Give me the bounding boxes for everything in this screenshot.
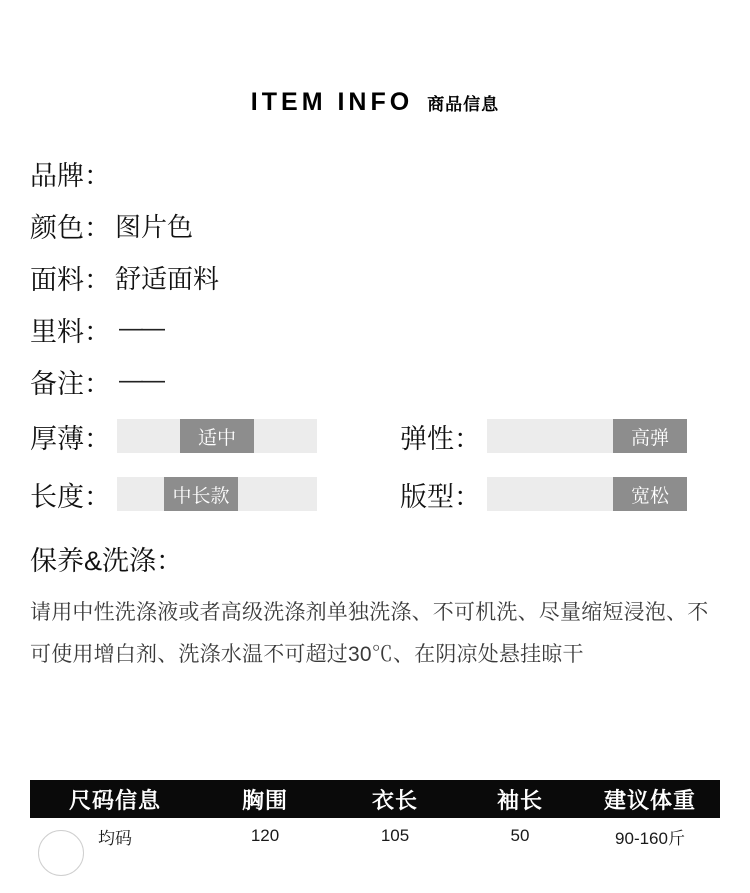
size-table-cell: 90-160斤 [615, 828, 685, 848]
size-table-header-row [30, 780, 720, 818]
size-table-cell: 50 [510, 826, 530, 845]
size-table-header-cell: 建议体重 [603, 787, 696, 813]
info-value-lining: —— [119, 315, 163, 342]
size-table-header-cell: 尺码信息 [68, 787, 161, 813]
info-row-lining [30, 303, 720, 355]
info-row-brand [30, 147, 720, 199]
title-chinese: 商品信息 [427, 95, 500, 114]
attribute-fit [400, 475, 687, 514]
info-row-color [30, 199, 720, 251]
attribute-label-thickness: 厚薄： [30, 423, 111, 454]
size-table-cell: 均码 [98, 828, 132, 848]
attribute-chip-fit: 宽松 [613, 477, 687, 511]
attribute-label-length: 长度： [30, 481, 111, 512]
attribute-thickness [30, 417, 400, 456]
title-english: ITEM INFO [250, 88, 414, 116]
attribute-chip-thickness: 适中 [180, 419, 254, 453]
info-label-fabric: 面料： [30, 264, 111, 295]
attribute-chip-length: 中长款 [164, 477, 238, 511]
care-section-title: 保养&洗涤： [30, 546, 184, 576]
attribute-chip-elasticity: 高弹 [613, 419, 687, 453]
info-label-brand: 品牌： [30, 160, 111, 191]
attribute-bar-length [117, 477, 317, 511]
table-row [30, 818, 720, 854]
info-value-remark: —— [119, 367, 163, 394]
attribute-length [30, 475, 400, 514]
size-table-header-cell: 胸围 [241, 787, 288, 813]
attribute-label-fit: 版型： [400, 481, 481, 512]
size-table [30, 780, 720, 854]
attribute-row-thickness-elasticity [30, 407, 720, 465]
size-table-header-cell: 衣长 [371, 787, 418, 813]
attribute-elasticity [400, 417, 687, 456]
size-table-cell: 105 [380, 826, 410, 845]
attribute-label-elasticity: 弹性： [400, 423, 481, 454]
attribute-row-length-fit [30, 465, 720, 523]
info-label-remark: 备注： [30, 368, 111, 399]
info-label-lining: 里料： [30, 316, 111, 347]
info-value-fabric: 舒适面料 [115, 263, 220, 294]
attribute-bar-elasticity [487, 419, 687, 453]
info-row-fabric [30, 251, 720, 303]
size-table-header-cell: 袖长 [496, 787, 543, 813]
size-table-cell: 120 [250, 826, 280, 845]
decorative-circle [38, 830, 84, 876]
attribute-bar-fit [487, 477, 687, 511]
info-list [0, 147, 750, 523]
attribute-bar-thickness [117, 419, 317, 453]
info-row-remark [30, 355, 720, 407]
info-value-color: 图片色 [115, 211, 194, 242]
info-label-color: 颜色： [30, 212, 111, 243]
care-section-text: 请用中性洗涤液或者高级洗涤剂单独洗涤、不可机洗、尽量缩短浸泡、不可使用增白剂、洗涤水温不可超过30℃、在阴凉处悬挂晾干 [30, 601, 709, 666]
page-title [0, 0, 750, 117]
